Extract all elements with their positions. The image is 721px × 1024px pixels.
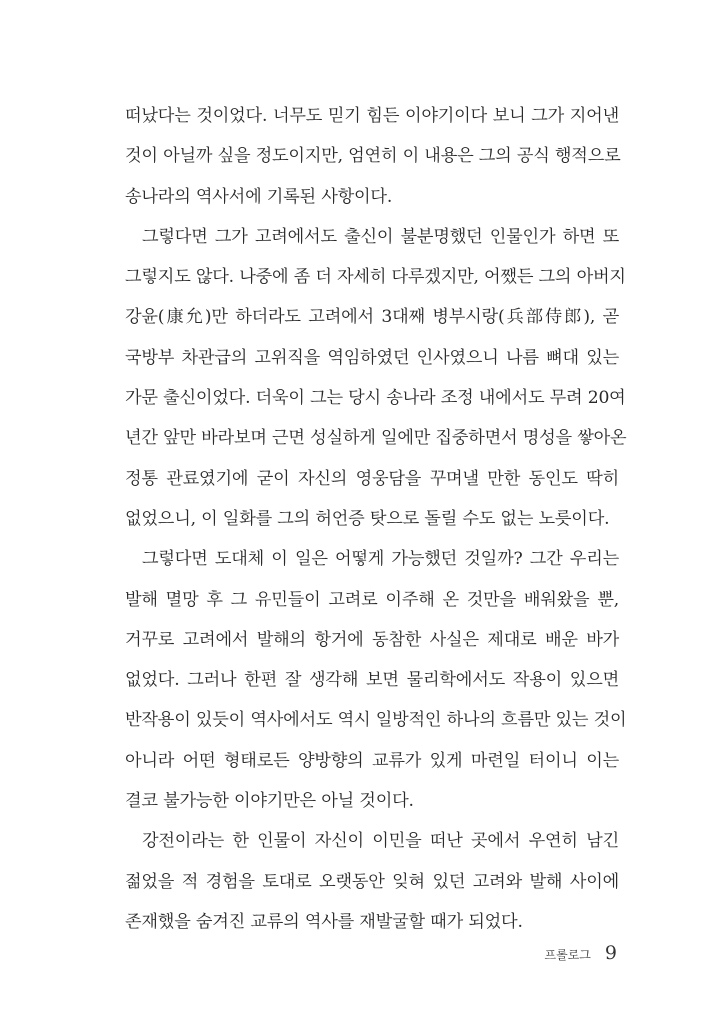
text-line: 존재했을 숨겨진 교류의 역사를 재발굴할 때가 되었다. <box>125 911 523 932</box>
text-line: 년간 앞만 바라보며 근면 성실하게 일에만 집중하면서 명성을 쌓아온 <box>125 428 627 449</box>
text-line: 젊었을 적 경험을 토대로 오랫동안 잊혀 있던 고려와 발해 사이에 <box>125 871 619 892</box>
text-line: 강전이라는 한 인물이 자신이 이민을 떠난 곳에서 우연히 남긴 <box>142 831 619 852</box>
text-line: 반작용이 있듯이 역사에서도 역시 일방적인 하나의 흐름만 있는 것이 <box>125 710 627 731</box>
body-text <box>125 96 627 942</box>
text-line: 아니라 어떤 형태로든 양방향의 교류가 있게 마련일 터이니 이는 <box>125 750 619 771</box>
text-line: 그렇다면 도대체 이 일은 어떻게 가능했던 것일까? 그간 우리는 <box>142 549 619 570</box>
text-line: 그렇지도 않다. 나중에 좀 더 자세히 다루겠지만, 어쨌든 그의 아버지 <box>125 267 626 288</box>
text-line: 결코 불가능한 이야기만은 아닐 것이다. <box>125 791 414 812</box>
text-line: 국방부 차관급의 고위직을 역임하였던 인사였으니 나름 뼈대 있는 <box>125 347 619 368</box>
text-line: 그렇다면 그가 고려에서도 출신이 불분명했던 인물인가 하면 또 <box>142 226 619 247</box>
text-line: 강윤(康允)만 하더라도 고려에서 3대째 병부시랑(兵部侍郎), 곧 <box>125 307 619 328</box>
text-line: 없었으니, 이 일화를 그의 허언증 탓으로 돌릴 수도 없는 노릇이다. <box>125 508 610 529</box>
text-line: 발해 멸망 후 그 유민들이 고려로 이주해 온 것만을 배워왔을 뿐, <box>125 589 619 610</box>
text-line: 거꾸로 고려에서 발해의 항거에 동참한 사실은 제대로 배운 바가 <box>125 629 619 650</box>
text-line: 떠났다는 것이었다. 너무도 믿기 힘든 이야기이다 보니 그가 지어낸 <box>125 106 619 126</box>
text-line: 없었다. 그러나 한편 잘 생각해 보면 물리학에서도 작용이 있으면 <box>125 670 619 691</box>
text-line: 정통 관료였기에 굳이 자신의 영웅담을 꾸며낼 만한 동인도 딱히 <box>125 468 619 489</box>
page-footer <box>545 942 617 964</box>
page-number: 9 <box>604 942 617 964</box>
section-title: 프롤로그 <box>544 948 591 962</box>
text-line: 가문 출신이었다. 더욱이 그는 당시 송나라 조정 내에서도 무려 20여 <box>125 388 626 409</box>
text-line: 송나라의 역사서에 기록된 사항이다. <box>125 186 393 207</box>
text-line: 것이 아닐까 싶을 정도이지만, 엄연히 이 내용은 그의 공식 행적으로 <box>125 146 621 167</box>
